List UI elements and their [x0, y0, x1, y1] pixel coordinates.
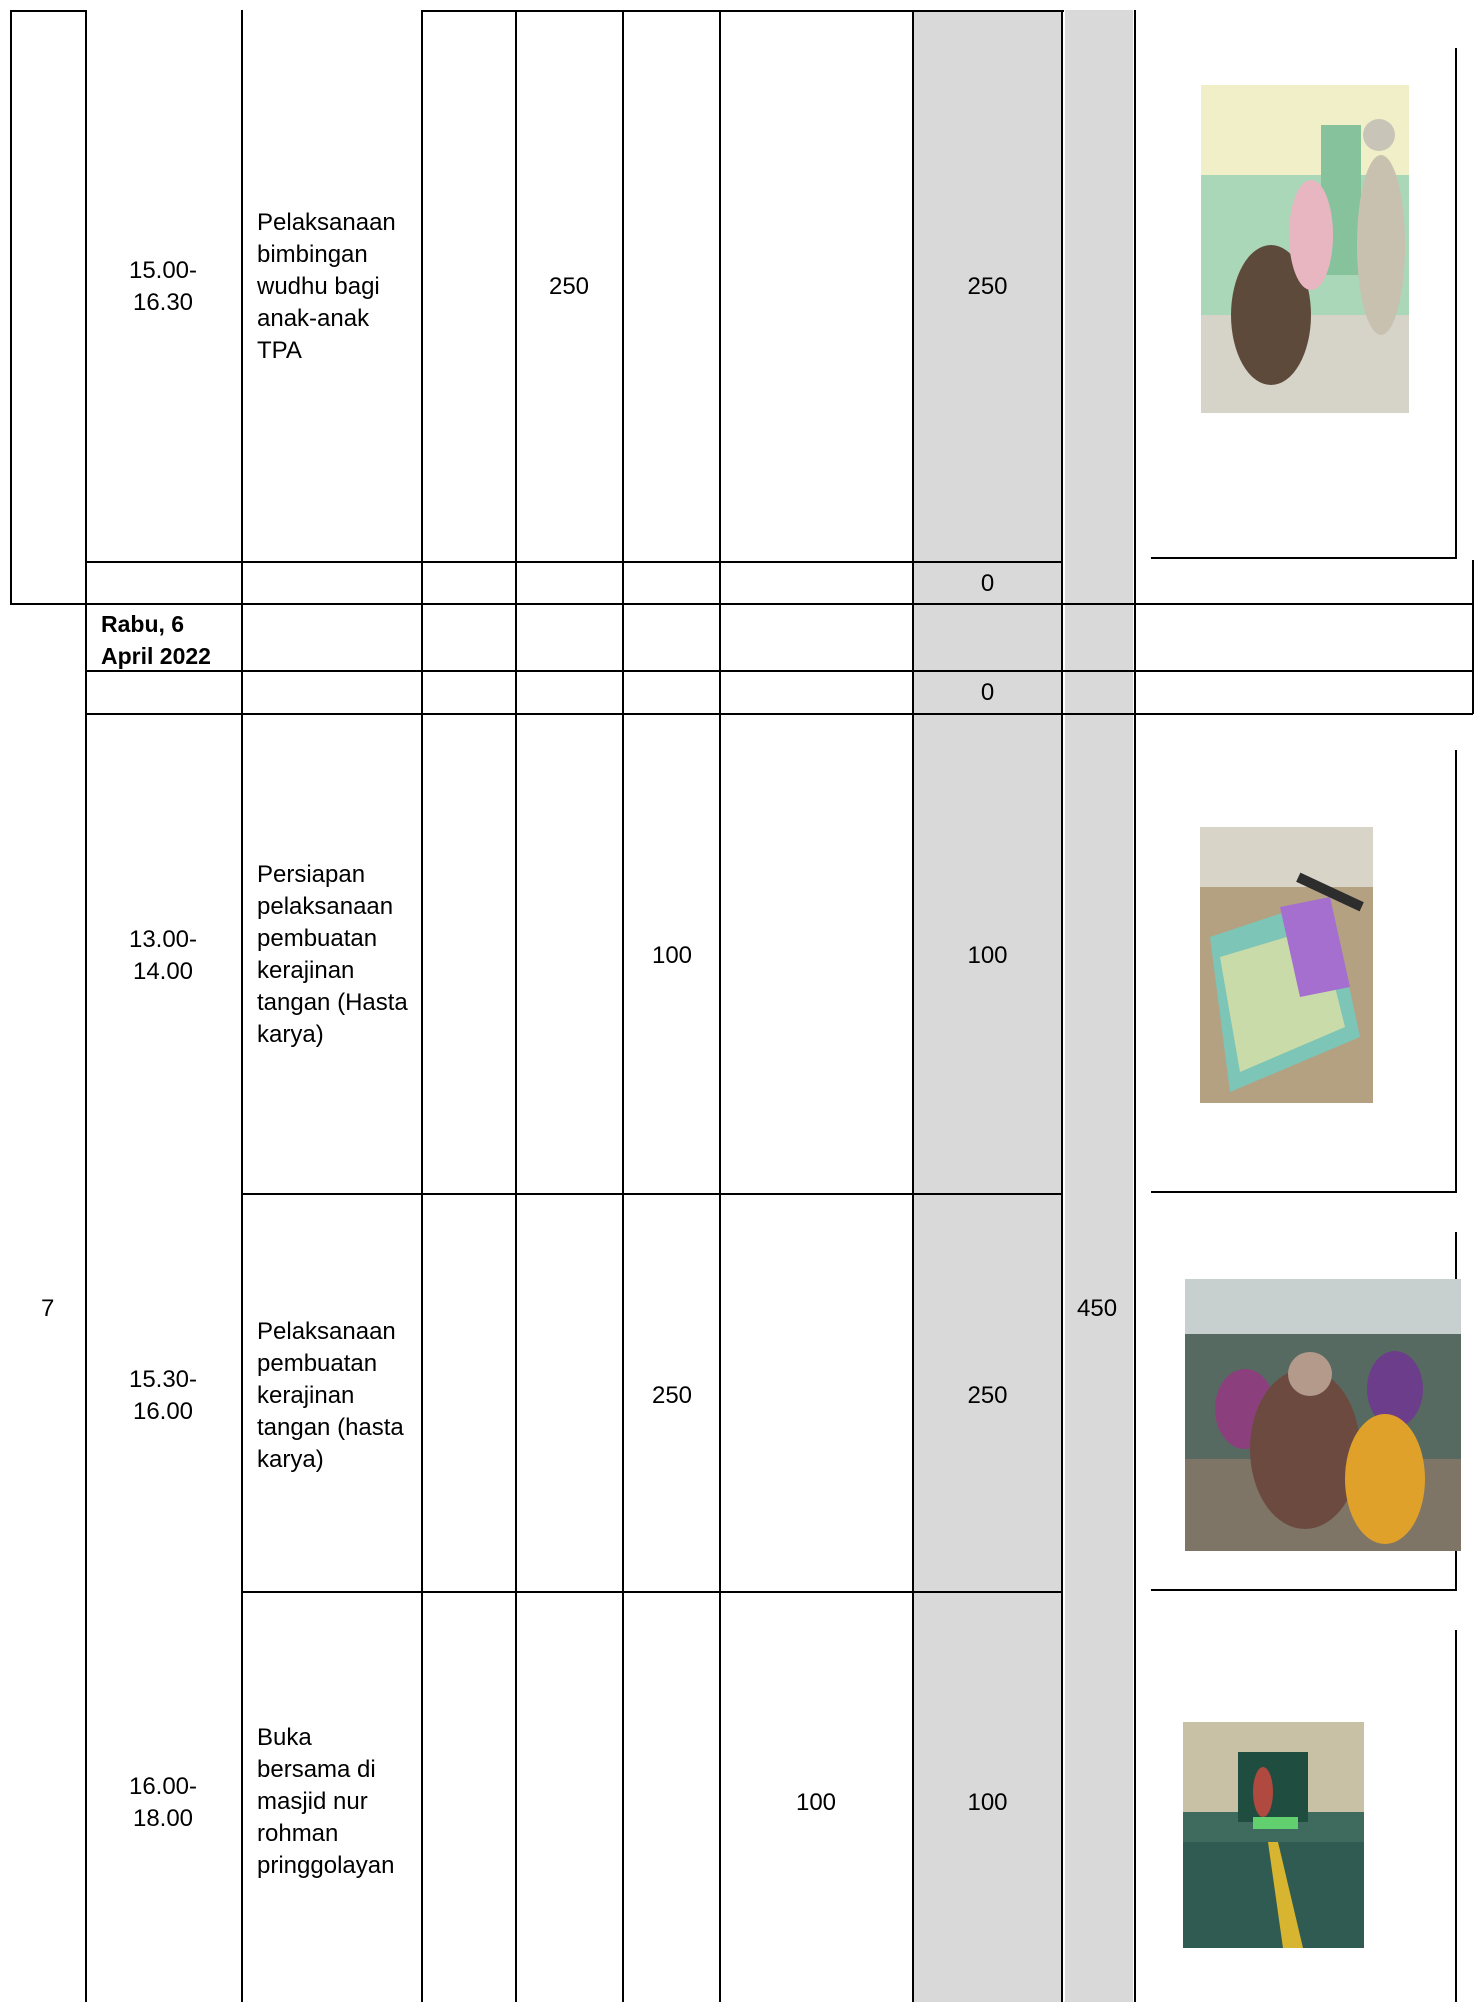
grid-hline [1151, 557, 1457, 559]
time-cell: 15.00- 16.30 [128, 257, 198, 316]
grid-hline [241, 1591, 1063, 1593]
grid-hline [85, 670, 1473, 672]
activity-cell: Persiapan pelaksanaan pembuatan kerajinan tangan (Hasta karya) [257, 861, 408, 1048]
grid-vline [622, 10, 624, 2002]
time-cell: 16.00- 18.00 [128, 1773, 198, 1832]
photo-mosque-iftar-image [1183, 1722, 1364, 1948]
total-cell: 250 [967, 1382, 1008, 1409]
day-total-column-shade [1065, 10, 1133, 2002]
total-cell: 100 [967, 1789, 1008, 1816]
grid-vline [1061, 10, 1063, 2002]
photo-craft-activity [1185, 1279, 1461, 1551]
amount-cell: 100 [795, 1789, 837, 1816]
photo-craft-activity-image [1185, 1279, 1461, 1551]
grid-hline [85, 713, 1473, 715]
photo-wudhu-guidance-image [1201, 85, 1409, 413]
grid-vline [1134, 10, 1136, 2002]
grid-hline [10, 603, 1473, 605]
grid-hline [1151, 1589, 1457, 1591]
activity-cell: Pelaksanaan bimbingan wudhu bagi anak-anak TPA [257, 209, 396, 364]
activity-cell: Pelaksanaan pembuatan kerajinan tangan (hasta karya) [257, 1318, 404, 1473]
grid-hline [10, 10, 87, 12]
time-cell: 13.00- 14.00 [128, 926, 198, 985]
photo-frame-line [1455, 750, 1457, 1192]
total-cell: 100 [967, 942, 1008, 969]
grid-vline [515, 10, 517, 2002]
total-cell: 0 [980, 570, 995, 597]
grid-hline [85, 561, 1063, 563]
photo-mosque-iftar [1183, 1722, 1364, 1948]
grid-vline [10, 10, 12, 604]
total-cell: 0 [980, 679, 995, 706]
photo-craft-preparation [1200, 827, 1373, 1103]
grid-hline [1151, 1191, 1457, 1193]
grid-vline [85, 10, 87, 2002]
photo-craft-preparation-image [1200, 827, 1373, 1103]
total-column-shade [914, 10, 1062, 2002]
amount-cell: 250 [651, 1382, 693, 1409]
total-cell: 250 [967, 273, 1008, 300]
photo-wudhu-guidance [1201, 85, 1409, 413]
grid-vline [421, 10, 423, 2002]
day-total-cell: 450 [1077, 1295, 1118, 1322]
grid-vline [719, 10, 721, 2002]
photo-frame-line [1455, 1630, 1457, 2002]
grid-vline [912, 10, 914, 2002]
grid-hline [421, 10, 1064, 12]
photo-frame-line [1472, 560, 1474, 714]
amount-cell: 250 [548, 273, 590, 300]
amount-cell: 100 [651, 942, 693, 969]
day-number-cell: 7 [41, 1295, 55, 1322]
activity-cell: Buka bersama di masjid nur rohman pringgolayan [257, 1724, 395, 1879]
time-cell: 15.30- 16.00 [128, 1366, 198, 1425]
grid-vline [241, 10, 243, 2002]
photo-frame-line [1455, 48, 1457, 558]
date-cell: Rabu, 6 April 2022 [101, 611, 211, 669]
grid-hline [241, 1193, 1063, 1195]
